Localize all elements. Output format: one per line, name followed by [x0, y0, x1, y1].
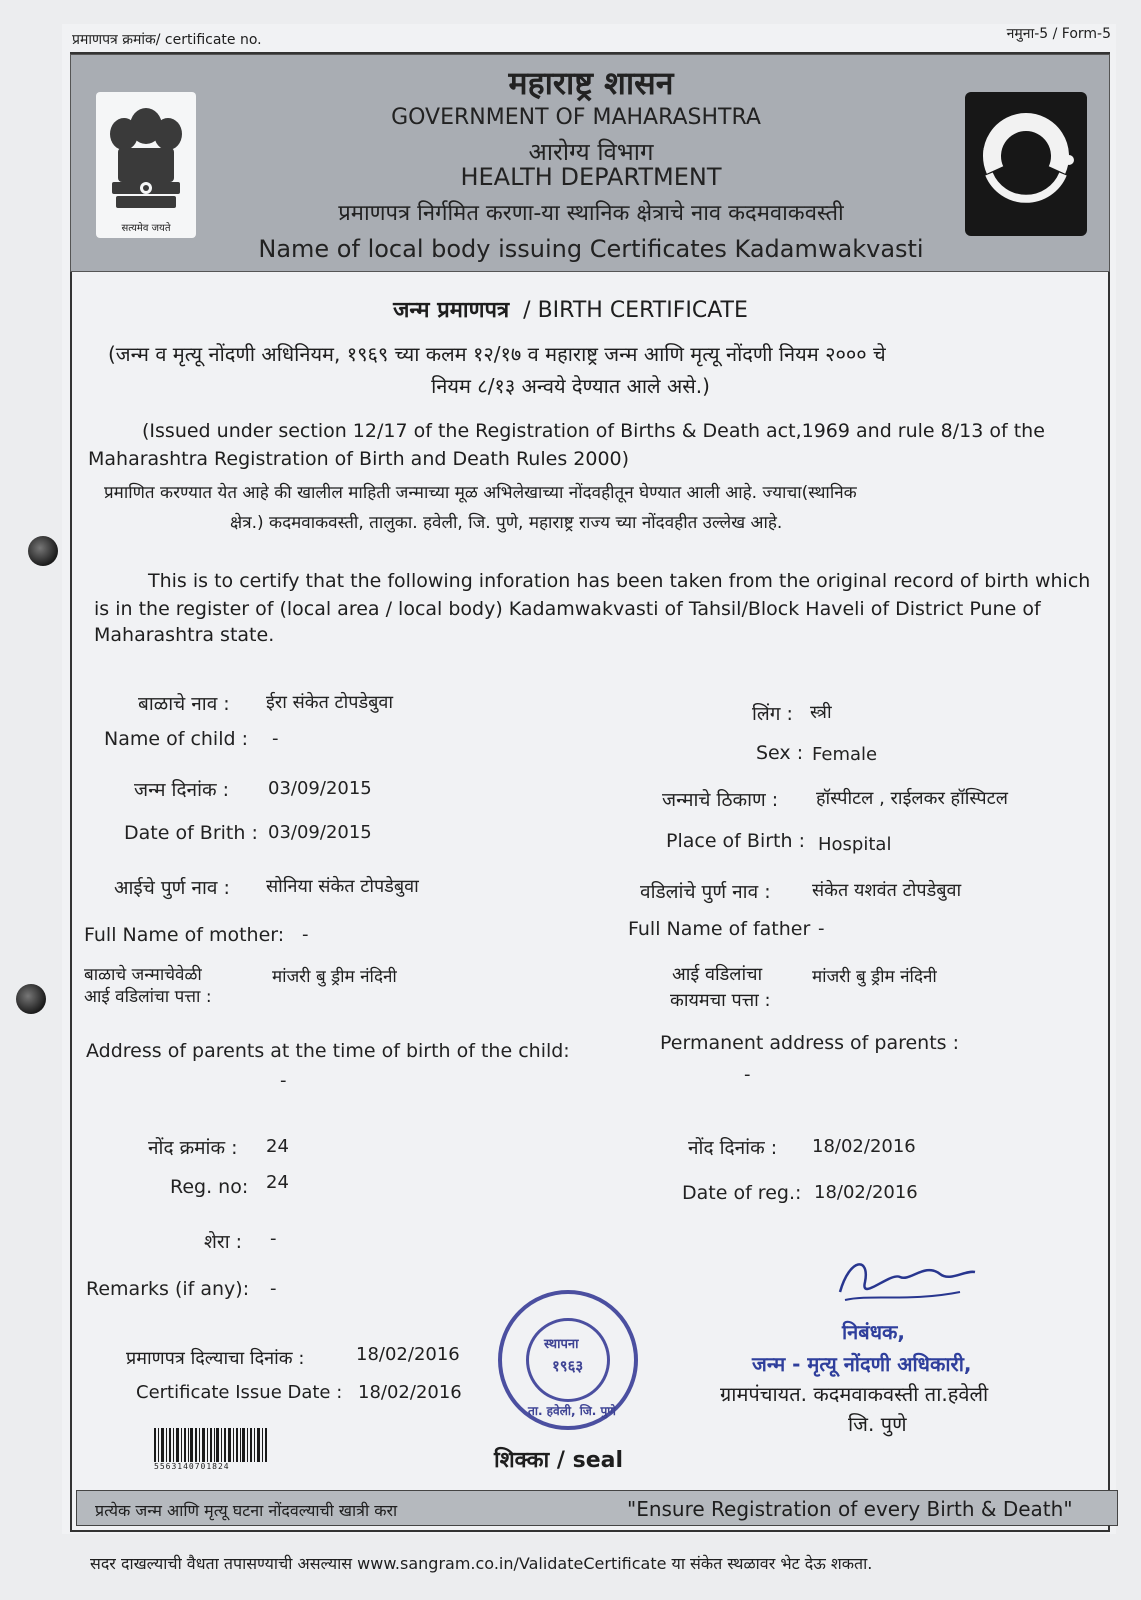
mother-name-mr-label: आईचे पुर्ण नाव :	[114, 877, 230, 899]
sex-mr-value: स्त्री	[810, 702, 832, 723]
child-name-en-label: Name of child :	[104, 728, 248, 750]
local-body-en: Name of local body issuing Certificates Kadamwakvasti	[258, 235, 924, 263]
certificate-title-en: / BIRTH CERTIFICATE	[523, 298, 748, 323]
addr-perm-mr-label-2: कायमचा पत्ता :	[670, 990, 771, 1011]
reg-no-mr-label: नोंद क्रमांक :	[148, 1137, 238, 1159]
remarks-mr-label: शेरा :	[204, 1231, 243, 1253]
certificate-title-mr: जन्म प्रमाणपत्र	[393, 298, 510, 323]
dob-mr-value: 03/09/2015	[268, 778, 372, 799]
footer-band	[76, 1490, 1118, 1526]
certify-en-line1: This is to certify that the following inforation has been taken from the original record of birth which	[148, 570, 1091, 592]
addr-perm-en-value: -	[744, 1064, 751, 1085]
mother-name-en-label: Full Name of mother:	[84, 924, 285, 946]
father-name-mr-value: संकेत यशवंत टोपडेबुवा	[812, 880, 962, 901]
seal-label: शिक्का / seal	[494, 1448, 623, 1473]
emblem-motto: सत्यमेव जयते	[121, 223, 171, 234]
sex-en-value: Female	[812, 744, 878, 765]
seal-center-line1: स्थापना	[544, 1337, 579, 1352]
remarks-en-label: Remarks (if any):	[86, 1278, 250, 1300]
ashoka-emblem-icon	[96, 92, 196, 238]
act-mr-line2: नियम ८/१३ अन्वये देण्यात आले असे.)	[431, 374, 710, 398]
signature-icon	[830, 1252, 980, 1312]
barcode-number: 5563140701824	[154, 1462, 230, 1471]
pob-mr-label: जन्माचे ठिकाण :	[662, 789, 779, 811]
certificate-title	[0, 294, 1141, 324]
addr-perm-mr-label-1: आई वडिलांचा	[672, 964, 763, 985]
signature-line2: जन्म - मृत्यू नोंदणी अधिकारी,	[752, 1352, 972, 1376]
dept-title-en: HEALTH DEPARTMENT	[460, 163, 722, 191]
dob-en-value: 03/09/2015	[268, 822, 372, 843]
reg-no-en-value: 24	[266, 1172, 289, 1193]
validate-note: सदर दाखल्याची वैधता तपासण्याची असल्यास www.sangram.co.in/ValidateCertificate या संकेत स्थळावर भेट देऊ शकता.	[90, 1554, 873, 1573]
govt-title-en: GOVERNMENT OF MAHARASHTRA	[391, 105, 761, 130]
pob-en-value: Hospital	[818, 834, 892, 855]
father-name-en-value: -	[818, 918, 825, 939]
mother-name-mr-value: सोनिया संकेत टोपडेबुवा	[266, 876, 419, 897]
issue-date-en-label: Certificate Issue Date :	[136, 1382, 343, 1403]
remarks-mr-value: -	[270, 1228, 277, 1249]
addr-birth-en-value: -	[280, 1070, 287, 1091]
seal-ring-bottom: ता. हवेली, जि. पुणे	[528, 1404, 616, 1418]
signature-line3: ग्रामपंचायत. कदमवाकवस्ती ता.हवेली	[720, 1382, 989, 1406]
addr-birth-en-label: Address of parents at the time of birth of the child:	[86, 1040, 570, 1062]
certify-en-line3: Maharashtra state.	[94, 624, 275, 646]
reg-date-en-label: Date of reg.:	[682, 1182, 802, 1204]
barcode	[154, 1428, 268, 1470]
footer-band-right: "Ensure Registration of every Birth & Death"	[627, 1497, 1073, 1521]
local-body-mr: प्रमाणपत्र निर्गमित करणा-या स्थानिक क्षेत्राचे नाव कदमवाकवस्ती	[338, 201, 844, 226]
punch-hole-icon	[28, 536, 58, 566]
punch-hole-icon	[16, 984, 46, 1014]
footer-band-left: प्रत्येक जन्म आणि मृत्यू घटना नोंदवल्याची खात्री करा	[95, 1501, 398, 1520]
form-number: नमुना-5 / Form-5	[1006, 26, 1111, 42]
certify-en-line2: is in the register of (local area / local body) Kadamwakvasti of Tahsil/Block Haveli of District Pune of	[94, 598, 1041, 620]
addr-birth-mr-value: मांजरी बु ड्रीम नंदिनी	[272, 967, 397, 987]
issue-date-en-value: 18/02/2016	[358, 1382, 462, 1403]
addr-perm-mr-value: मांजरी बु ड्रीम नंदिनी	[812, 967, 937, 987]
child-name-mr-value: ईरा संकेत टोपडेबुवा	[266, 692, 394, 713]
certificate-no-label: प्रमाणपत्र क्रमांक/ certificate no.	[72, 32, 262, 48]
reg-date-en-value: 18/02/2016	[814, 1182, 918, 1203]
signature-line4: जि. पुणे	[848, 1412, 907, 1436]
sex-mr-label: लिंग :	[752, 703, 793, 725]
header-band	[70, 54, 1110, 272]
act-en-line2: Maharashtra Registration of Birth and Death Rules 2000)	[88, 448, 630, 470]
dob-en-label: Date of Brith :	[124, 822, 258, 844]
govt-title-mr: महाराष्ट्र शासन	[508, 64, 674, 102]
act-mr-line1: (जन्म व मृत्यू नोंदणी अधिनियम, १९६९ च्या कलम १२/१७ व महाराष्ट्र जन्म आणि मृत्यू नोंदणी नियम २००० चे	[108, 342, 886, 366]
reg-no-en-label: Reg. no:	[170, 1176, 249, 1198]
addr-birth-mr-label-2: आई वडिलांचा पत्ता :	[84, 987, 212, 1007]
sex-en-label: Sex :	[756, 742, 804, 764]
reg-date-mr-value: 18/02/2016	[812, 1136, 916, 1157]
health-logo-icon	[965, 92, 1087, 236]
father-name-en-label: Full Name of father	[628, 918, 811, 940]
certify-mr-line2: क्षेत्र.) कदमवाकवस्ती, तालुका. हवेली, जि. पुणे, महाराष्ट्र राज्य च्या नोंदवहीत उल्लेख आहे.	[230, 513, 783, 533]
remarks-en-value: -	[270, 1278, 277, 1299]
official-seal-icon	[498, 1290, 638, 1430]
signature-line1: निबंधक,	[842, 1320, 905, 1344]
addr-birth-mr-label-1: बाळाचे जन्माचेवेळी	[84, 965, 202, 985]
seal-center-line2: १९६३	[552, 1357, 584, 1375]
dept-title-mr: आरोग्य विभाग	[528, 138, 654, 166]
reg-no-mr-value: 24	[266, 1136, 289, 1157]
father-name-mr-label: वडिलांचे पुर्ण नाव :	[640, 881, 771, 903]
reg-date-mr-label: नोंद दिनांक :	[688, 1137, 778, 1159]
certify-mr-line1: प्रमाणित करण्यात येत आहे की खालील माहिती जन्माच्या मूळ अभिलेखाच्या नोंदवहीतून घेण्यात आली आहे. ज्याचा(स्थानिक	[104, 483, 857, 503]
issue-date-mr-label: प्रमाणपत्र दिल्याचा दिनांक :	[126, 1348, 305, 1369]
addr-perm-en-label: Permanent address of parents :	[660, 1032, 960, 1054]
barcode-icon	[154, 1428, 268, 1462]
pob-mr-value: हॉस्पीटल , राईलकर हॉस्पिटल	[816, 788, 1008, 809]
pob-en-label: Place of Birth :	[666, 830, 805, 852]
mother-name-en-value: -	[302, 924, 309, 945]
act-en-line1: (Issued under section 12/17 of the Registration of Births & Death act,1969 and rule 8/13 of the	[142, 420, 1045, 442]
child-name-mr-label: बाळाचे नाव :	[138, 693, 230, 715]
dob-mr-label: जन्म दिनांक :	[134, 779, 230, 801]
issue-date-mr-value: 18/02/2016	[356, 1344, 460, 1365]
child-name-en-value: -	[272, 728, 279, 749]
